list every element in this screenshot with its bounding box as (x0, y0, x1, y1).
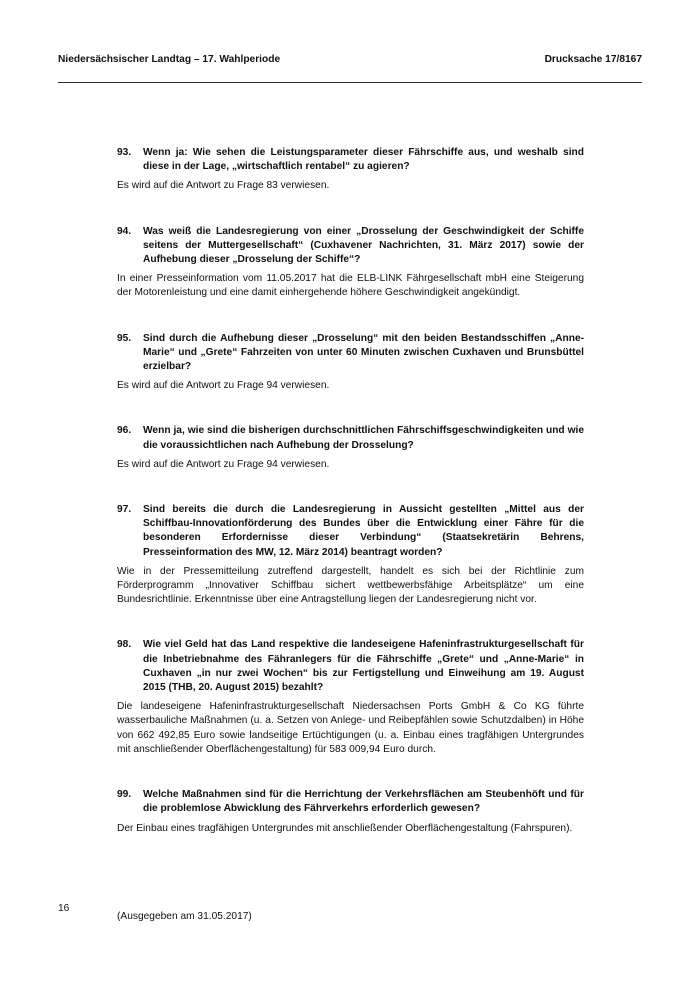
question (117, 146, 584, 174)
question-number: 99. (117, 789, 132, 801)
question-text: Sind bereits die durch die Landesregierung in Aussicht gestellten „Mittel aus der Schiffbau-Innovationförderung des Bundes über die Entwicklung einer Fähre für die besonderen Erfordernisse dieser Verbindung“ (Staatsekretärin Behrens, Presseinformation des MW, 12. März 2014) beantragt worden? (143, 504, 584, 558)
question-number: 96. (117, 425, 132, 437)
question (117, 424, 584, 452)
document-body (117, 146, 584, 867)
question (117, 788, 584, 816)
question (117, 332, 584, 375)
qa-item-93 (117, 146, 584, 194)
qa-item-95 (117, 332, 584, 394)
page-header (58, 54, 642, 65)
issued-date: (Ausgegeben am 31.05.2017) (117, 911, 252, 922)
answer-text: Es wird auf die Antwort zu Frage 83 verwiesen. (117, 180, 330, 192)
question-number: 93. (117, 147, 132, 158)
question-text: Was weiß die Landesregierung von einer „Drosselung der Geschwindigkeit der Schiffe seitens der Muttergesellschaft“ (Cuxhavener Nachrichten, 31. März 2017) sowie der Aufhebung dieser „Drosselung der Schiffe“? (143, 225, 584, 266)
question (117, 225, 584, 268)
qa-item-98 (117, 638, 584, 757)
question-number: 94. (117, 225, 132, 237)
answer-text: Es wird auf die Antwort zu Frage 94 verwiesen. (117, 458, 330, 470)
question-number: 95. (117, 332, 132, 344)
header-divider (58, 82, 642, 83)
question-text: Welche Maßnahmen sind für die Herrichtung der Verkehrsflächen am Steubenhöft und für die problemlose Abwicklung des Fährverkehrs erforderlich gewesen? (143, 789, 584, 815)
page-number: 16 (58, 903, 70, 914)
answer-text: Die landeseigene Hafeninfrastrukturgesellschaft Niedersachsen Ports GmbH & Co KG führte wasserbauliche Maßnahmen (u. a. Setzen von Anlege- und Reibepfählen sowie Schutzdalben) in Höhe von 662 492,85 Euro sowie landseitige Ertüchtigungen (u. a. Einbau eines tragfähigen Untergrundes mit anschließender Oberflächengestaltung) für 583 009,94 Euro durch. (117, 701, 584, 755)
answer-text: Der Einbau eines tragfähigen Untergrundes mit anschließender Oberflächengestaltung (Fahrspuren). (117, 822, 573, 834)
answer-text: Es wird auf die Antwort zu Frage 94 verwiesen. (117, 380, 330, 392)
qa-item-96 (117, 424, 584, 472)
header-parliament: Niedersächsischer Landtag – 17. Wahlperiode (58, 54, 281, 65)
question-text: Sind durch die Aufhebung dieser „Drosselung“ mit den beiden Bestandsschiffen „Anne-Marie“ und „Grete“ Fahrzeiten von unter 60 Minuten zwischen Cuxhaven und Brunsbüttel erzielbar? (143, 332, 584, 373)
question-text: Wenn ja: Wie sehen die Leistungsparameter dieser Fährschiffe aus, und weshalb sind diese in der Lage, „wirtschaftlich rentabel“ zu agieren? (143, 147, 584, 173)
answer-text: Wie in der Pressemitteilung zutreffend dargestellt, handelt es sich bei der Richtlinie zum Förderprogramm „Innovativer Schiffbau sichert wettbewerbsfähige Arbeitsplätze“ um eine Bundesrichtlinie. Erkenntnisse über eine Antragstellung liegen der Landesregierung nicht vor. (117, 565, 584, 606)
qa-item-94 (117, 225, 584, 301)
question-number: 98. (117, 639, 132, 651)
question (117, 503, 584, 560)
question-text: Wenn ja, wie sind die bisherigen durchschnittlichen Fährschiffsgeschwindigkeiten und wie die voraussichtlichen nach Aufhebung der Drosselung? (143, 425, 584, 451)
answer-text: In einer Presseinformation vom 11.05.2017 hat die ELB-LINK Fährgesellschaft mbH eine Steigerung der Motorenleistung und eine damit einhergehende höhere Geschwindigkeit angekündigt. (117, 273, 584, 299)
qa-item-99 (117, 788, 584, 836)
qa-item-97 (117, 503, 584, 607)
question (117, 638, 584, 695)
question-number: 97. (117, 504, 132, 516)
header-document-number: Drucksache 17/8167 (544, 54, 642, 65)
question-text: Wie viel Geld hat das Land respektive die landeseigene Hafeninfrastrukturgesellschaft für die Inbetriebnahme des Fähranlegers für die Fährschiffe „Grete“ und „Anne-Marie“ in Cuxhaven „in nur zwei Wochen“ bis zur Fertigstellung und Einweihung am 19. August 2015 (THB, 20. August 2015) bezahlt? (143, 639, 584, 694)
